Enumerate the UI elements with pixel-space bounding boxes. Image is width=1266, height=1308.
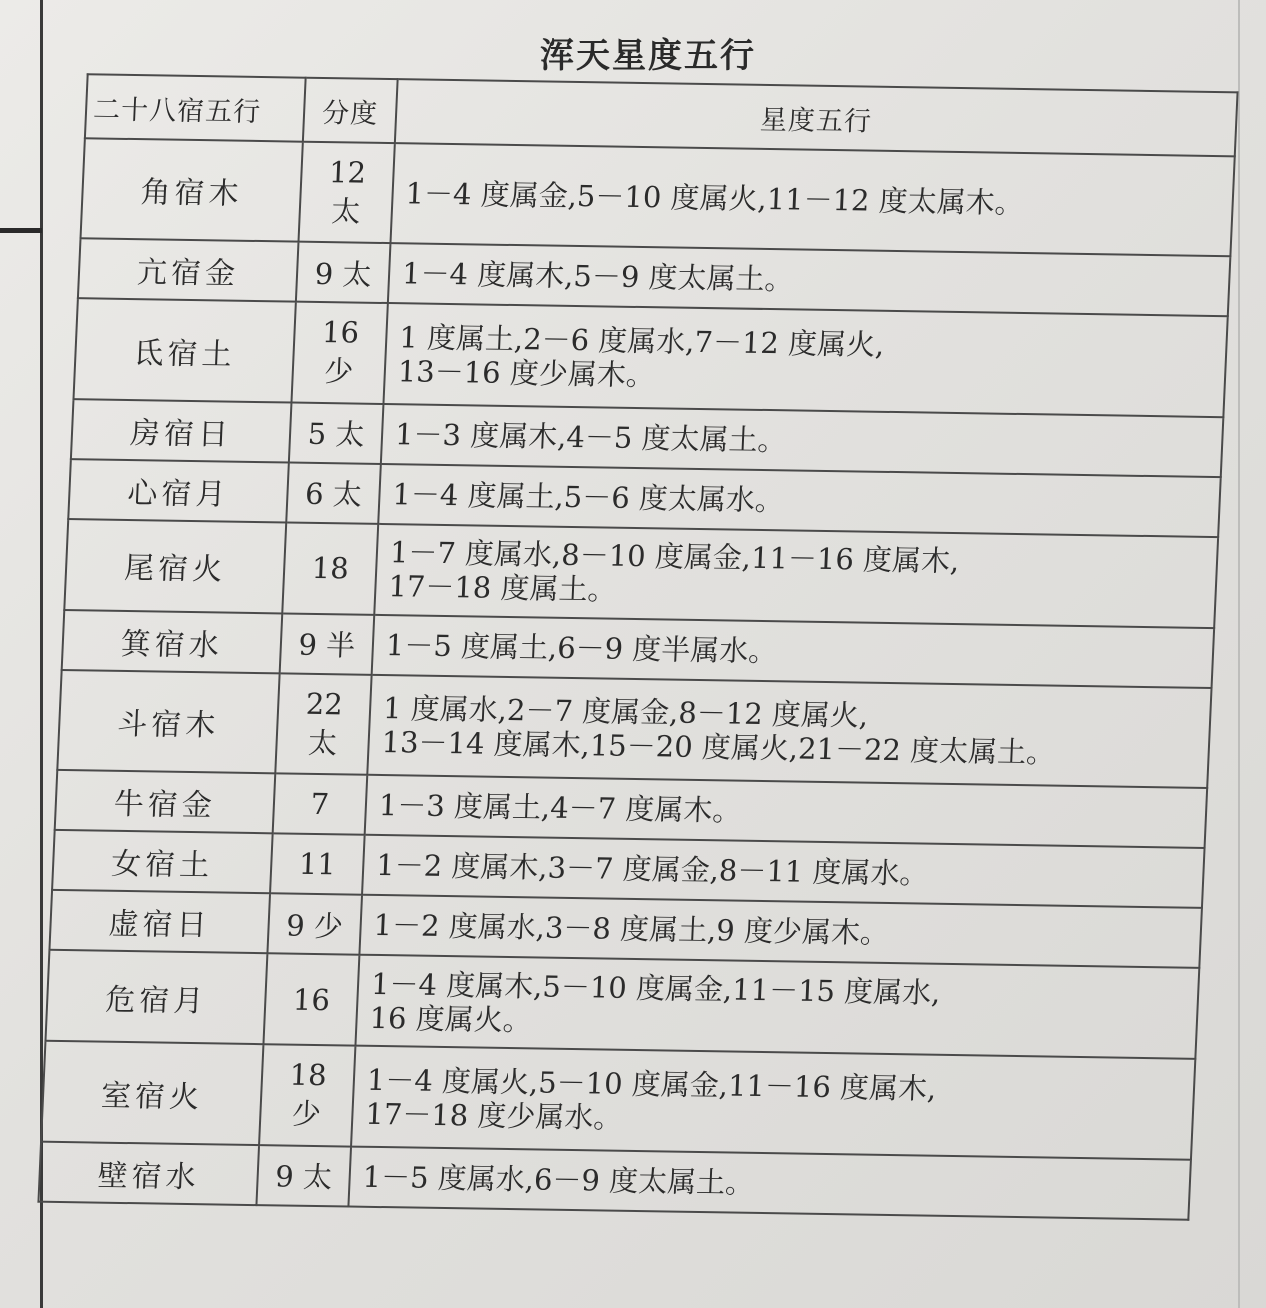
star-degree-cell [367,675,1211,789]
degree-cell: 5 太 [289,402,384,463]
mansion-name-cell: 箕宿水 [62,610,283,673]
star-degree-line: 1－7 度属水,8－10 度属金,11－16 度属木, [389,535,961,579]
mansion-name-cell: 房宿日 [71,399,292,462]
star-degree-line: 1－4 度属土,5－6 度太属水。 [391,476,785,517]
star-degree-line: 1－4 度属木,5－9 度太属土。 [401,256,795,297]
degree-cell: 9 少 [267,894,362,955]
page-right-edge [1238,0,1240,1308]
star-degree-line: 13－16 度少属木。 [397,353,656,392]
degree-cell: 12 太 [298,142,394,244]
star-degree-line: 13－14 度属木,15－20 度属火,21－22 度太属土。 [380,725,1056,770]
star-degree-line: 1－2 度属水,3－8 度属土,9 度少属木。 [372,908,890,951]
table-row [57,670,1211,788]
star-degree-line: 1－3 度属土,4－7 度属木。 [378,788,743,828]
header-star-degree-element: 星度五行 [395,79,1238,156]
star-degree-line: 1－5 度属土,6－9 度半属水。 [385,628,779,669]
star-degree-line: 1－4 度属木,5－10 度属金,11－15 度属水, [370,966,942,1010]
star-degree-cell [351,1046,1195,1160]
star-degree-line: 1 度属水,2－7 度属金,8－12 度属火, [382,691,869,733]
table-row [74,299,1228,417]
mansion-name-cell: 斗宿木 [57,670,279,774]
table-row [81,138,1235,256]
star-degree-cell [383,303,1227,417]
degree-cell: 18 [282,522,378,615]
star-degree-line: 1－2 度属木,3－7 度属金,8－11 度属水。 [375,848,930,891]
degree-cell: 11 [270,834,365,895]
mansion-name-cell: 氐宿土 [74,299,296,403]
degree-cell: 6 太 [286,462,381,523]
star-degree-line: 1－4 度属火,5－10 度属金,11－16 度属木, [366,1062,938,1106]
degree-cell: 16 [263,953,359,1046]
mansion-name-cell: 牛宿金 [55,770,276,833]
degree-cell: 9 半 [280,613,375,674]
star-degree-line: 1－3 度属木,4－5 度太属土。 [394,416,788,458]
star-degree-line: 1－5 度属水,6－9 度太属土。 [361,1159,755,1200]
star-degree-cell [390,143,1234,257]
star-degree-line: 17－18 度属土。 [387,569,618,607]
mansion-name-cell: 亢宿金 [78,239,299,302]
star-degree-cell [374,524,1218,628]
mansion-name-cell: 女宿土 [52,830,273,893]
table-container [37,73,1236,1220]
table-row [41,1041,1195,1159]
mansion-name-cell: 角宿木 [81,138,303,242]
degree-cell: 22 太 [275,673,371,775]
star-degree-cell [348,1146,1191,1219]
star-degree-table [37,73,1238,1220]
page-title: 浑天星度五行 [540,36,756,76]
star-degree-line: 1－4 度属金,5－10 度属火,11－12 度太属木。 [404,176,1025,221]
degree-cell: 18 少 [259,1045,355,1147]
table-body [38,138,1234,1219]
mansion-name-cell: 尾宿火 [64,519,286,614]
degree-cell: 9 太 [256,1145,351,1207]
table-row [45,950,1199,1059]
star-degree-line: 17－18 度少属水。 [364,1096,624,1135]
header-degree: 分度 [303,78,398,143]
mansion-name-cell: 心宿月 [68,459,289,522]
mansion-name-cell: 危宿月 [45,950,267,1045]
mansion-name-cell: 壁宿水 [38,1142,259,1206]
star-degree-line: 16 度属火。 [368,1000,533,1038]
mansion-name-cell: 虚宿日 [49,890,270,953]
degree-cell: 9 太 [296,242,391,303]
mansion-name-cell: 室宿火 [41,1041,263,1145]
star-degree-line: 1 度属土,2－6 度属水,7－12 度属火, [398,319,886,362]
star-degree-cell [355,955,1199,1059]
page-left-mark [0,228,42,233]
table-row [64,519,1218,628]
degree-cell: 16 少 [291,302,387,404]
header-mansion-element: 二十八宿五行 [85,74,306,141]
degree-cell: 7 [273,774,368,835]
